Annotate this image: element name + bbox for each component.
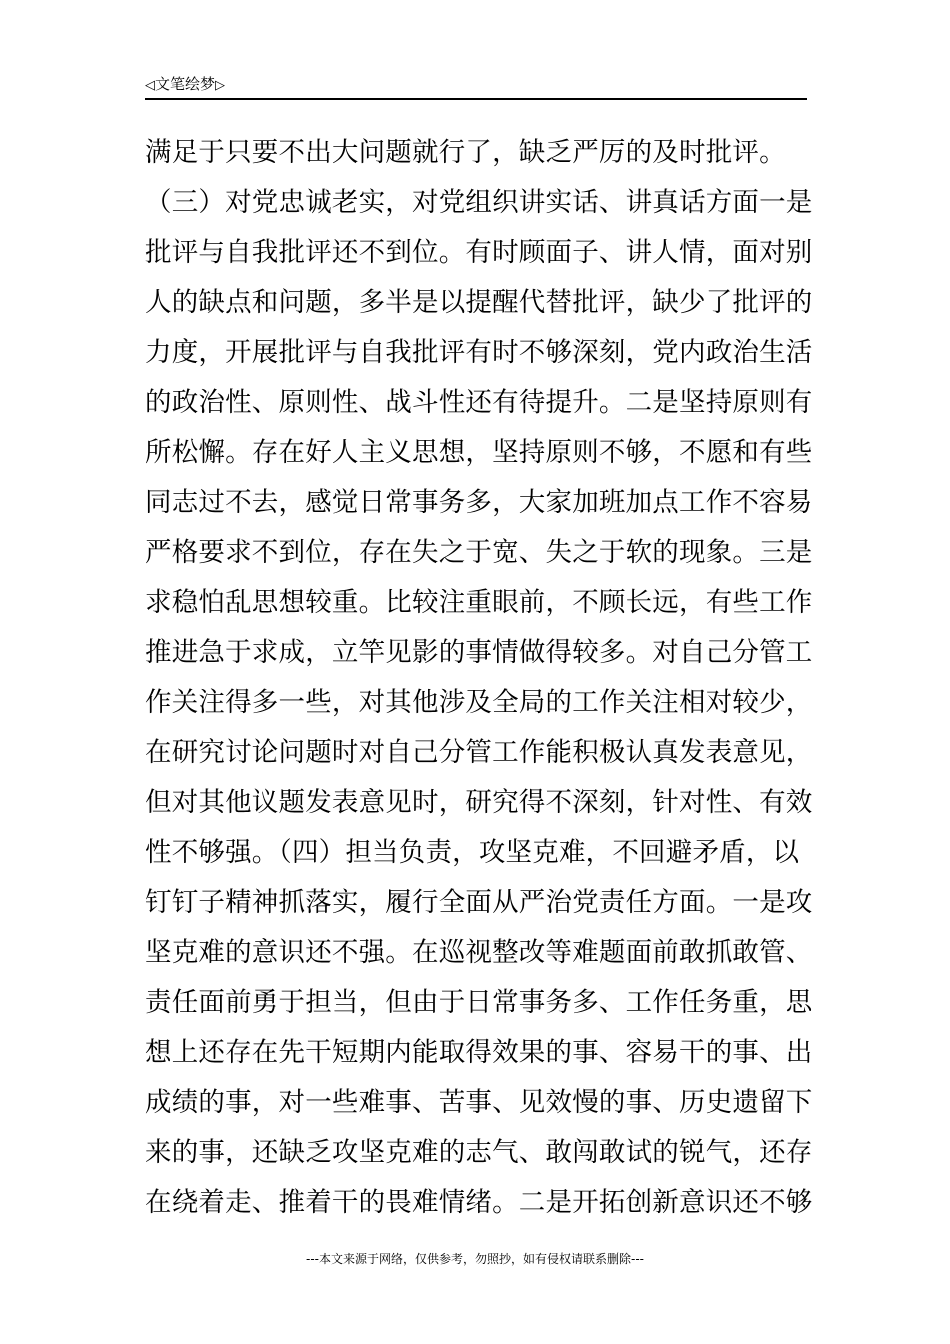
footer-notice: ---本文来源于网络，仅供参考，勿照抄，如有侵权请联系删除--- [306, 1252, 644, 1266]
text-line: 但对其他议题发表意见时，研究得不深刻，针对性、有效 [145, 787, 813, 818]
text-line: 责任面前勇于担当，但由于日常事务多、工作任务重，思 [145, 987, 813, 1018]
right-triangle-icon: ▷ [215, 78, 226, 93]
text-line: 严格要求不到位，存在失之于宽、失之于软的现象。三是 [145, 537, 813, 568]
text-line: 满足于只要不出大问题就行了，缺乏严厉的及时批评。 [145, 137, 786, 168]
page-header [145, 72, 807, 100]
text-line: 想上还存在先干短期内能取得效果的事、容易干的事、出 [145, 1037, 813, 1068]
text-line: 在绕着走、推着干的畏难情绪。二是开拓创新意识还不够 [145, 1187, 813, 1218]
text-line: 力度，开展批评与自我批评有时不够深刻，党内政治生活 [145, 337, 813, 368]
text-line: 成绩的事，对一些难事、苦事、见效慢的事、历史遗留下 [145, 1087, 813, 1118]
header-title: 文笔绘梦 [155, 75, 216, 93]
text-line: 求稳怕乱思想较重。比较注重眼前，不顾长远，有些工作 [145, 587, 813, 618]
text-line: 性不够强。（四）担当负责，攻坚克难，不回避矛盾，以 [145, 837, 800, 868]
text-line: 作关注得多一些，对其他涉及全局的工作关注相对较少， [145, 687, 813, 718]
text-line: 在研究讨论问题时对自己分管工作能积极认真发表意见， [145, 737, 813, 768]
text-line: 人的缺点和问题，多半是以提醒代替批评，缺少了批评的 [145, 287, 813, 318]
text-line: （三）对党忠诚老实，对党组织讲实话、讲真话方面一是 [145, 187, 813, 218]
text-line: 坚克难的意识还不强。在巡视整改等难题面前敢抓敢管、 [145, 937, 813, 968]
document-body [145, 128, 813, 1228]
text-line: 推进急于求成，立竿见影的事情做得较多。对自己分管工 [145, 637, 813, 668]
text-line: 所松懈。存在好人主义思想，坚持原则不够，不愿和有些 [145, 437, 813, 468]
text-line: 钉钉子精神抓落实，履行全面从严治党责任方面。一是攻 [145, 887, 813, 918]
text-line: 批评与自我批评还不到位。有时顾面子、讲人情，面对别 [145, 237, 813, 268]
text-line: 来的事，还缺乏攻坚克难的志气、敢闯敢试的锐气，还存 [145, 1137, 813, 1168]
text-line: 同志过不去，感觉日常事务多，大家加班加点工作不容易 [145, 487, 813, 518]
text-line: 的政治性、原则性、战斗性还有待提升。二是坚持原则有 [145, 387, 813, 418]
left-triangle-icon: ◁ [145, 78, 155, 93]
